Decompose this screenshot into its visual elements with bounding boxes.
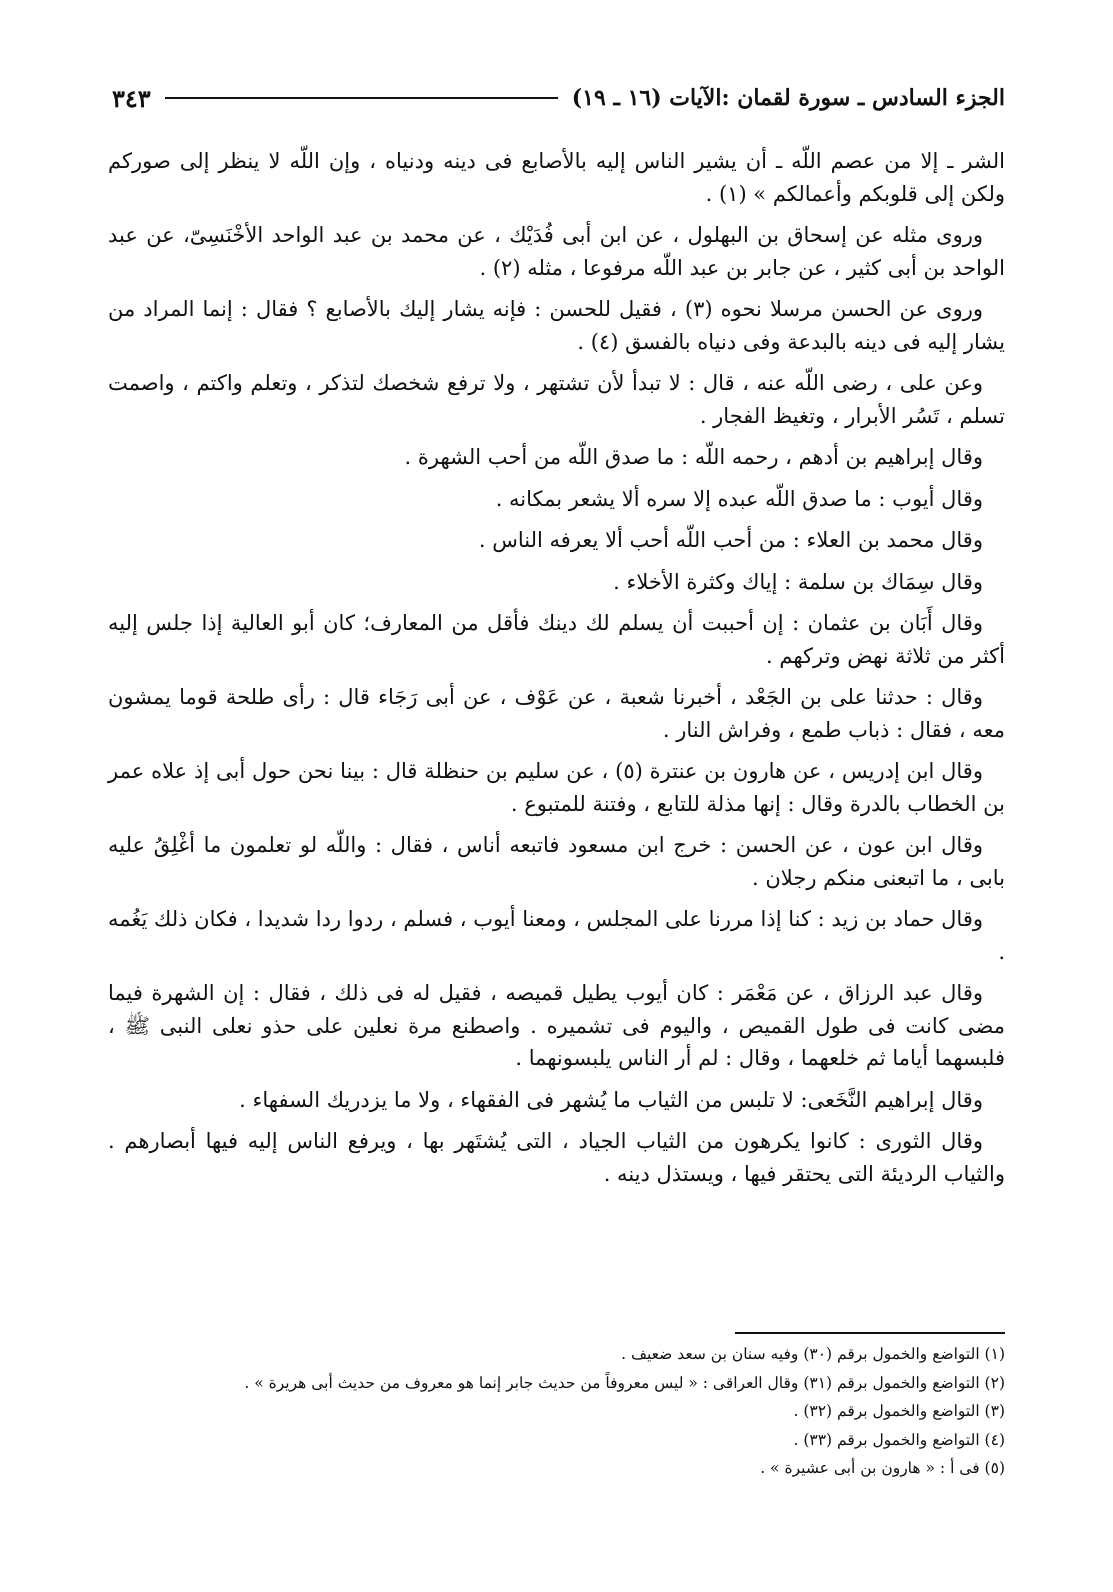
paragraph: وقال حماد بن زيد : كنا إذا مررنا على المجلس ، ومعنا أيوب ، فسلم ، ردوا ردا شديدا ، فكان ذلك يَغُمه .: [108, 907, 1005, 964]
footnote: (٥) فى أ : « هارون بن أبى عشيرة » .: [760, 1459, 1005, 1477]
paragraph: الشر ـ إلا من عصم اللّه ـ أن يشير الناس إليه بالأصابع فى دينه ودنياه ، وإن اللّه لا ينظر إلى صوركم ولكن إلى قلوبكم وأعمالكم » (١) .: [108, 149, 1005, 206]
paragraph: وعن على ، رضى اللّه عنه ، قال : لا تبدأ لأن تشتهر ، ولا ترفع شخصك لتذكر ، وتعلم واكتم ، واصمت تسلم ، تَسُر الأبرار ، وتغيظ الفجار .: [108, 371, 1005, 428]
paragraph: وروى مثله عن إسحاق بن البهلول ، عن ابن أبى فُدَيْك ، عن محمد بن عبد الواحد الأخْنَسِىّ، عن عبد الواحد بن أبى كثير ، عن جابر بن عبد اللّه مرفوعا ، مثله (٢) .: [108, 223, 1005, 280]
paragraph: وقال أيوب : ما صدق اللّه عبده إلا سره ألا يشعر بمكانه .: [495, 486, 983, 511]
footnotes: [108, 1340, 1005, 1483]
paragraph: وقال إبراهيم النَّخَعى: لا تلبس من الثياب ما يُشهر فى الفقهاء ، ولا ما يزدريك السفهاء .: [239, 1087, 983, 1112]
paragraph: وروى عن الحسن مرسلا نحوه (٣) ، فقيل للحسن : فإنه يشار إليك بالأصابع ؟ فقال : إنما المراد من يشار إليه فى دينه بالبدعة وفى دنياه بالفسق (٤) .: [108, 297, 1005, 354]
paragraph: وقال ابن عون ، عن الحسن : خرج ابن مسعود فاتبعه أناس ، فقال : واللّه لو تعلمون ما أغْلِقُ عليه بابى ، ما اتبعنى منكم رجلان .: [108, 833, 1005, 890]
body-text: [108, 145, 1005, 1199]
footnote: (١) التواضع والخمول برقم (٣٠) وفيه سنان بن سعد ضعيف .: [621, 1345, 1005, 1363]
running-title: الجزء السادس ـ سورة لقمان :الآيات (١٦ ـ ١٩): [571, 85, 1005, 111]
running-header: [112, 80, 1005, 116]
paragraph: وقال سِمَاك بن سلمة : إياك وكثرة الأخلاء .: [613, 569, 983, 594]
paragraph: وقال أَبَان بن عثمان : إن أحببت أن يسلم لك دينك فأقل من المعارف؛ كان أبو العالية إذا جلس إليه أكثر من ثلاثة نهض وتركهم .: [108, 611, 1005, 668]
footnote-separator: [735, 1332, 1005, 1334]
paragraph: وقال إبراهيم بن أدهم ، رحمه اللّه : ما صدق اللّه من أحب الشهرة .: [404, 445, 983, 469]
paragraph: وقال عبد الرزاق ، عن مَعْمَر : كان أيوب يطيل قميصه ، فقيل له فى ذلك ، فقال : إن الشهرة فيما مضى كانت فى طول القميص ، واليوم فى تشميره . واصطنع مرة نعلين على حذو نعلى النبى ﷺ ، فلبسهما أياما ثم خلعهما ، وقال : لم أر الناس يلبسونهما .: [108, 981, 1005, 1070]
paragraph: وقال : حدثنا على بن الجَعْد ، أخبرنا شعبة ، عن عَوْف ، عن أبى رَجَاء قال : رأى طلحة قوما يمشون معه ، فقال : ذباب طمع ، وفراش النار .: [108, 685, 1005, 742]
footnote: (٣) التواضع والخمول برقم (٣٢) .: [793, 1402, 1005, 1420]
header-rule: [165, 97, 558, 99]
paragraph: وقال محمد بن العلاء : من أحب اللّه أحب ألا يعرفه الناس .: [478, 528, 983, 552]
footnote: (٢) التواضع والخمول برقم (٣١) وقال العراقى : « ليس معروفاً من حديث جابر إنما هو معروف من حديث أبى هريرة » .: [244, 1373, 1005, 1392]
page-number: ٣٤٣: [112, 83, 151, 113]
paragraph: وقال ابن إدريس ، عن هارون بن عنترة (٥) ، عن سليم بن حنظلة قال : بينا نحن حول أبى إذ علاه عمر بن الخطاب بالدرة وقال : إنها مذلة للتابع ، وفتنة للمتبوع .: [108, 759, 1005, 816]
footnote: (٤) التواضع والخمول برقم (٣٣) .: [793, 1430, 1005, 1449]
paragraph: وقال الثورى : كانوا يكرهون من الثياب الجياد ، التى يُشتَهر بها ، ويرفع الناس إليه فيها أبصارهم . والثياب الرديئة التى يحتقر فيها ، ويستذل دينه .: [108, 1129, 1005, 1186]
